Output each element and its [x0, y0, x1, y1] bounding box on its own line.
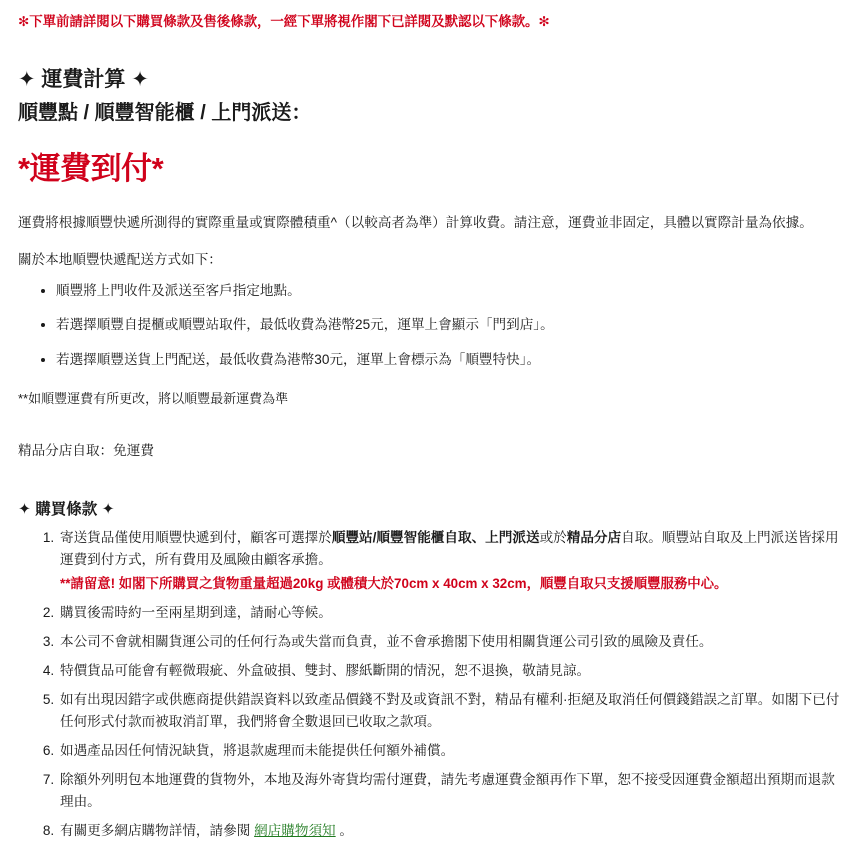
shipping-section-title: ✦ 運費計算 ✦	[18, 68, 149, 92]
warning-text-pre: **請留意! 如閣下所購買之貨物重量超過	[60, 576, 293, 592]
terms-item-2: 2. 購買後需時約一至兩星期到達，請耐心等候。	[58, 602, 843, 624]
terms-item-8-text-pre: 有關更多網店購物詳情，請參閱	[60, 822, 255, 838]
list-item: • 順豐將上門收件及派送至客戶指定地點。	[56, 280, 843, 302]
terms-item-1-bold-2: 精品分店	[566, 530, 622, 546]
freight-collect-heading: *運費到付*	[18, 150, 164, 186]
spacer	[18, 32, 843, 66]
shipping-methods-subtitle: 順豐點 / 順豐智能櫃 / 上門派送：	[18, 101, 312, 124]
terms-item-1	[58, 527, 843, 594]
terms-item-1-text-mid: 或於	[539, 530, 567, 546]
terms-item-1-warning	[60, 573, 843, 594]
purchase-terms-list	[18, 527, 843, 842]
shipping-methods-lead: 關於本地順豐快遞配送方式如下：	[18, 252, 222, 268]
store-pickup-note: 精品分店自取：免運費	[18, 442, 154, 458]
terms-item-1-bold-1: 順豐站/順豐智能櫃自取、上門派送	[331, 530, 540, 546]
terms-item-4: 4. 特價貨品可能會有輕微瑕疵、外盒破損、雙封、膠紙斷開的情況，恕不退換，敬請見諒。	[58, 660, 843, 682]
shipping-intro-text: 運費將根據順豐快遞所測得的實際重量或實際體積重^（以較高者為準）計算收費。請注意，運費並非固定，具體以實際計量為依據。	[18, 214, 813, 230]
shopping-guide-link[interactable]: 網店購物須知	[254, 822, 336, 838]
shipping-fee-change-note: **如順豐運費有所更改，將以順豐最新運費為準	[18, 390, 289, 406]
shipping-methods-list	[18, 280, 843, 371]
terms-item-1-text-post: 自取。順豐站自取及上門派送皆採用運費到付方式，所有費用及風險由顧客承擔。	[60, 530, 839, 568]
list-item: • 若選擇順豐自提櫃或順豐站取件，最低收費為港幣25元，運單上會顯示「門到店」。	[56, 314, 843, 336]
warning-text-post: ，順豐自取只支援順豐服務中心。	[526, 576, 728, 592]
list-item: • 若選擇順豐送貨上門配送，最低收費為港幣30元，運單上會標示為「順豐特快」。	[56, 349, 843, 371]
terms-item-1-text-pre: 寄送貨品僅使用順豐快遞到付，顧客可選擇於	[60, 530, 332, 546]
top-notice: ✻下單前請詳閱以下購買條款及售後條款，一經下單將視作閣下已詳閱及默認以下條款。✻	[18, 14, 550, 29]
warning-text-bold: 20kg 或體積大於70cm x 40cm x 32cm	[292, 576, 527, 592]
terms-item-5: 5. 如有出現因錯字或供應商提供錯誤資料以致產品價錢不對及或資訊不對，精品有權利·拒絕及取消任何價錢錯誤之訂單。如閣下已付任何形式付款而被取消訂單，我們將會全數退回已收取之款項。	[58, 689, 843, 733]
terms-item-3: 3. 本公司不會就相關貨運公司的任何行為或失當而負責，並不會承擔閣下使用相關貨運公司引致的風險及責任。	[58, 631, 843, 653]
terms-item-8-text-post: 。	[335, 822, 354, 838]
terms-item-6: 6. 如遇產品因任何情況缺貨，將退款處理而未能提供任何額外補償。	[58, 740, 843, 762]
terms-item-7: 7. 除額外列明包本地運費的貨物外，本地及海外寄貨均需付運費，請先考慮運費金額再作下單，恕不接受因運費金額超出預期而退款理由。	[58, 769, 843, 813]
purchase-terms-title: ✦ 購買條款 ✦	[18, 501, 115, 519]
